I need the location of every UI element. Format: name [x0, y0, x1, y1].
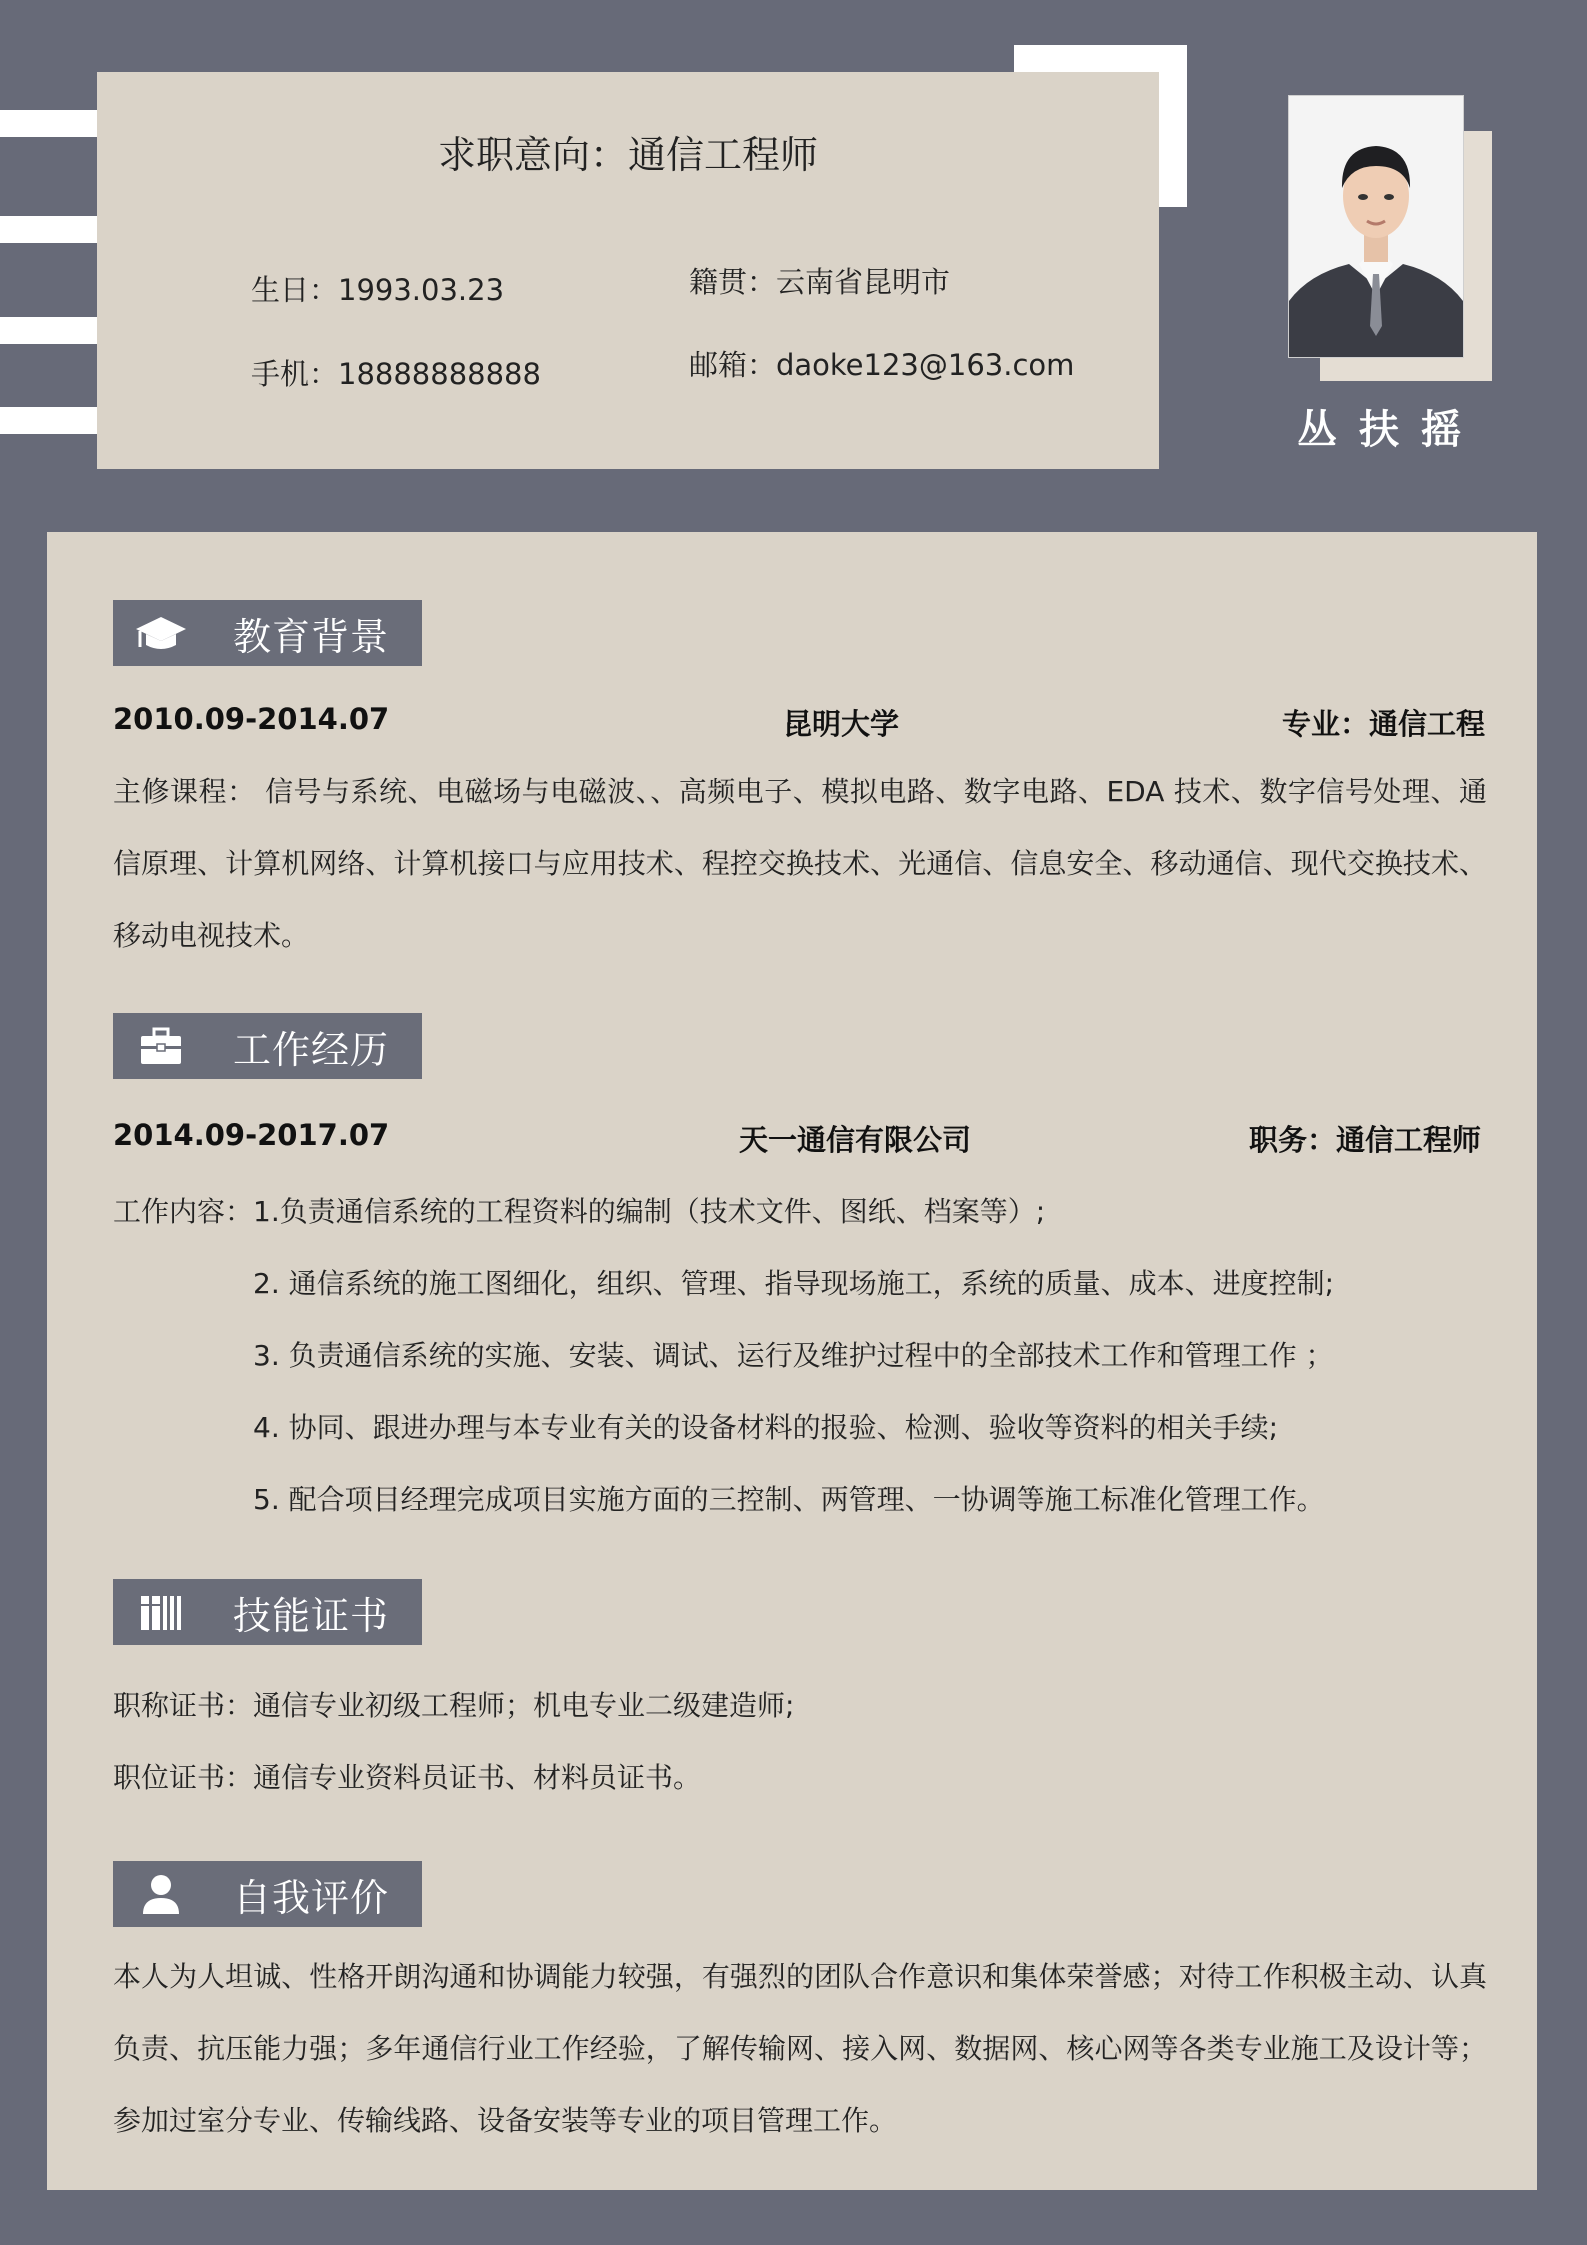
work-item: 4. 协同、跟进办理与本专业有关的设备材料的报验、检测、验收等资料的相关手续;: [253, 1411, 1279, 1444]
section-title: 教育背景: [233, 614, 390, 659]
work-item: 3. 负责通信系统的实施、安装、调试、运行及维护过程中的全部技术工作和管理工作 ；: [253, 1339, 1334, 1372]
birthday: 生日：1993.03.23: [251, 273, 505, 307]
decor-stripe: [0, 216, 97, 243]
work-period: 2014.09-2017.07: [113, 1118, 390, 1152]
work-item: 2. 通信系统的施工图细化，组织、管理、指导现场施工，系统的质量、成本、进度控制;: [253, 1267, 1335, 1300]
major: 专业：通信工程: [1281, 707, 1485, 741]
section-title: 技能证书: [233, 1593, 390, 1638]
school-name: 昆明大学: [783, 707, 900, 741]
hometown: 籍贯：云南省昆明市: [689, 265, 951, 299]
section-title: 自我评价: [233, 1875, 390, 1920]
work-item: 1.负责通信系统的工程资料的编制（技术文件、图纸、档案等）;: [253, 1195, 1046, 1228]
section-header-education: [113, 600, 422, 666]
skill-line: 职称证书：通信专业初级工程师；机电专业二级建造师;: [113, 1689, 795, 1722]
person-name: 丛扶摇: [1297, 407, 1483, 453]
section-header-work: [113, 1013, 422, 1079]
company-name: 天一通信有限公司: [739, 1123, 972, 1157]
education-period: 2010.09-2014.07: [113, 702, 390, 736]
section-title: 工作经历: [233, 1027, 390, 1072]
section-header-self-eval: [113, 1861, 422, 1927]
education-row: [113, 702, 1487, 742]
courses-text: 主修课程： 信号与系统、电磁场与电磁波、、高频电子、模拟电路、数字电路、EDA 技术、数字信号处理、通信原理、计算机网络、计算机接口与应用技术、程控交换技术、光通信、信息安全、移动通信、现代交换技术、移动电视技术。: [113, 775, 1487, 952]
job-intention: 求职意向：通信工程师: [437, 133, 818, 177]
work-item: 5. 配合项目经理完成项目实施方面的三控制、两管理、一协调等施工标准化管理工作。: [253, 1483, 1325, 1516]
work-content-label: 工作内容：: [113, 1195, 254, 1228]
skill-line: 职位证书：通信专业资料员证书、材料员证书。: [113, 1761, 702, 1794]
email: 邮箱：daoke123@163.com: [689, 348, 1075, 382]
main-panel: [47, 532, 1537, 2190]
decor-stripe: [0, 407, 97, 434]
decor-stripe: [0, 317, 97, 344]
header-panel: [97, 72, 1159, 469]
phone: 手机：18888888888: [251, 357, 541, 391]
self-evaluation-text: 本人为人坦诚、性格开朗沟通和协调能力较强，有强烈的团队合作意识和集体荣誉感；对待工作积极主动、认真负责、抗压能力强；多年通信行业工作经验，了解传输网、接入网、数据网、核心网等各类专业施工及设计等；参加过室分专业、传输线路、设备安装等专业的项目管理工作。: [113, 1960, 1487, 2137]
books-icon: [113, 1592, 209, 1632]
work-row: [113, 1118, 1487, 1158]
user-icon: [113, 1872, 209, 1916]
profile-photo: [1288, 95, 1464, 358]
section-header-skills: [113, 1579, 422, 1645]
decor-stripe: [0, 110, 97, 137]
graduation-cap-icon: [113, 613, 209, 653]
job-position: 职务：通信工程师: [1248, 1123, 1481, 1157]
briefcase-icon: [113, 1026, 209, 1066]
